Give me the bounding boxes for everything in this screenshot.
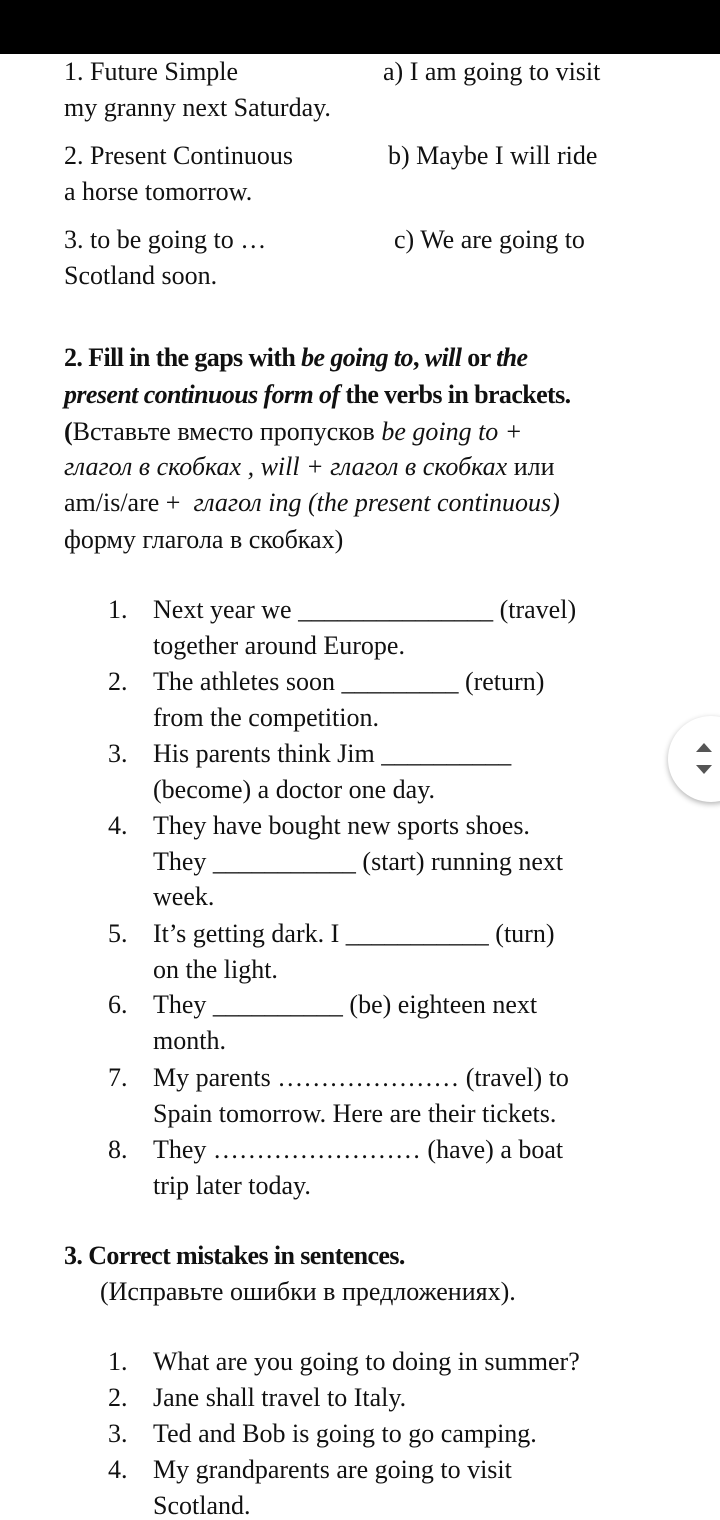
title-italic: be going to [301, 343, 413, 372]
instruction-ru-line4: форму глагола в скобках) [64, 525, 344, 554]
match-cont-1: my granny next Saturday. [64, 93, 331, 122]
item-text: on the light. [153, 955, 278, 984]
item-text: trip later today. [153, 1171, 311, 1200]
instruction-text: Вставьте вместо пропусков [72, 417, 382, 446]
page-scroll-button[interactable] [668, 716, 720, 802]
item-number: 1. [108, 595, 128, 624]
item-text: They __________ (be) eighteen next [153, 990, 538, 1019]
item-number: 1. [108, 1347, 128, 1376]
item-number: 2. [108, 667, 128, 696]
match-cont-2: a horse tomorrow. [64, 177, 253, 206]
title-text: , [412, 343, 425, 372]
match-left-1: 1. Future Simple [64, 57, 239, 86]
title-text: 2. Fill in the gaps with [64, 343, 302, 372]
item-text: They …………………… (have) a boat [153, 1135, 564, 1164]
item-text: month. [153, 1026, 226, 1055]
item-text: His parents think Jim __________ [153, 739, 512, 768]
item-number: 8. [108, 1135, 128, 1164]
section2-title-line1 [64, 340, 528, 376]
item-number: 4. [108, 811, 128, 840]
top-status-bar [0, 0, 720, 54]
item-text: Next year we _______________ (travel) [153, 595, 577, 624]
match-left-3: 3. to be going to … [64, 225, 267, 254]
arrow-down-icon[interactable] [696, 765, 712, 774]
arrow-up-icon[interactable] [696, 743, 712, 752]
title-italic: the [496, 343, 528, 372]
instruction-ru-line3 [64, 485, 560, 521]
item-text: My parents ………………… (travel) to [153, 1063, 569, 1092]
instruction-text: или [507, 452, 555, 481]
item-number: 3. [108, 739, 128, 768]
item-text: Spain tomorrow. Here are their tickets. [153, 1099, 557, 1128]
item-text: week. [153, 882, 215, 911]
item-number: 2. [108, 1383, 128, 1412]
match-right-2: b) Maybe I will ride [388, 141, 598, 170]
item-number: 5. [108, 919, 128, 948]
item-text: The athletes soon _________ (return) [153, 667, 545, 696]
item-text: My grandparents are going to visit [153, 1455, 512, 1484]
match-cont-3: Scotland soon. [64, 261, 218, 290]
match-left-2: 2. Present Continuous [64, 141, 293, 170]
instruction-italic: глагол ing (the present continuous) [193, 488, 560, 517]
item-text: Scotland. [153, 1491, 251, 1520]
item-text: They have bought new sports shoes. [153, 811, 530, 840]
item-number: 3. [108, 1419, 128, 1448]
section3-subtitle: (Исправьте ошибки в предложениях). [100, 1277, 516, 1306]
instruction-italic: глагол в скобках , will + глагол в скобках [64, 452, 508, 481]
item-number: 6. [108, 990, 128, 1019]
item-number: 4. [108, 1455, 128, 1484]
title-text: or [461, 343, 497, 372]
item-text: from the competition. [153, 703, 380, 732]
item-number: 7. [108, 1063, 128, 1092]
item-text: Ted and Bob is going to go camping. [153, 1419, 537, 1448]
match-right-1: a) I am going to visit [383, 57, 601, 86]
item-text: together around Europe. [153, 631, 405, 660]
title-italic: present continuous form of [64, 380, 340, 409]
section3-title: 3. Correct mistakes in sentences. [64, 1241, 405, 1270]
title-text: the verbs in brackets. [339, 380, 571, 409]
instruction-italic: be going to + [381, 417, 523, 446]
item-text: What are you going to doing in summer? [153, 1347, 580, 1376]
paren: ( [64, 417, 73, 446]
item-text: Jane shall travel to Italy. [153, 1383, 407, 1412]
item-text: (become) a doctor one day. [153, 775, 436, 804]
match-right-3: c) We are going to [394, 225, 585, 254]
instruction-ru-line2 [64, 449, 555, 485]
item-text: They ___________ (start) running next [153, 847, 564, 876]
section2-title-line2 [64, 377, 571, 413]
instruction-ru-line1 [64, 414, 522, 450]
title-italic: will [424, 343, 462, 372]
item-text: It’s getting dark. I ___________ (turn) [153, 919, 555, 948]
instruction-text: am/is/are + [64, 488, 194, 517]
